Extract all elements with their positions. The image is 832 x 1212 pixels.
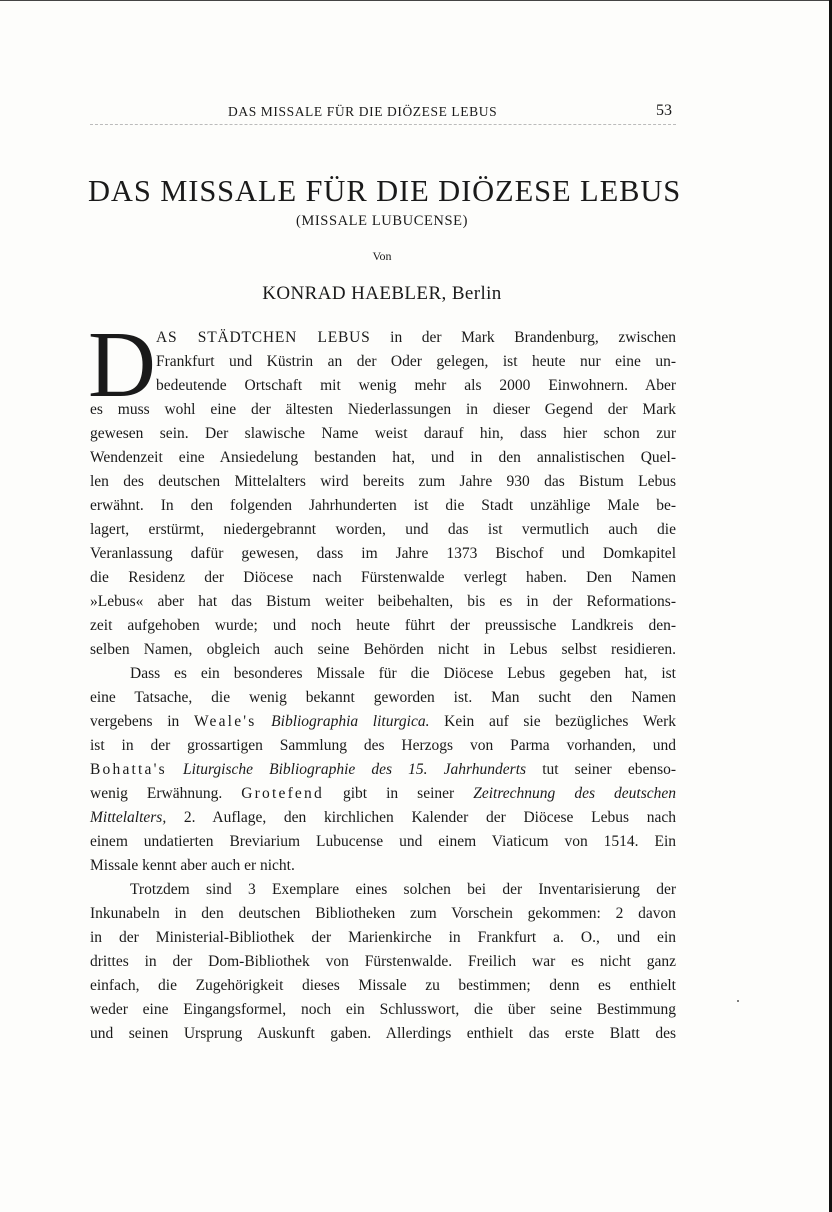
text-line: »Lebus« aber hat das Bistum weiter beibehalten, bis es in der Reformations- — [90, 593, 676, 610]
italic-title: Liturgische Bibliographie des 15. Jahrhunderts — [182, 761, 527, 778]
text-line: lagert, erstürmt, niedergebrannt worden, und das ist vermutlich auch die — [90, 521, 676, 538]
spaced-name: Grotefend — [241, 785, 324, 802]
article-title: DAS MISSALE FÜR DIE DIÖZESE LEBUS — [88, 174, 682, 208]
text-line: zeit aufgehoben wurde; und noch heute führt der preussische Landkreis den- — [90, 617, 676, 634]
text-line: Veranlassung dafür gewesen, dass im Jahre 1373 Bischof und Domkapitel — [90, 545, 676, 562]
text-line: Trotzdem sind 3 Exemplare eines solchen bei der Inventarisierung der — [130, 881, 676, 898]
spaced-name: Bohatta's — [90, 761, 167, 778]
text-line: erwähnt. In den folgenden Jahrhunderten ist die Stadt unzählige Male be- — [90, 497, 676, 514]
text-line: Inkunabeln in den deutschen Bibliotheken zum Vorschein gekommen: 2 davon — [90, 905, 676, 922]
scan-top-edge — [0, 0, 832, 1]
text-line: die Residenz der Diöcese nach Fürstenwalde verlegt haben. Den Namen — [90, 569, 676, 586]
italic-title: Mittelalters, — [90, 809, 167, 826]
text-line: einfach, die Zugehörigkeit dieses Missale zu bestimmen; denn es enthielt — [90, 977, 676, 994]
italic-title: Bibliographia liturgica. — [271, 713, 430, 730]
spaced-name: Weale's — [193, 713, 257, 730]
text-line: und seinen Ursprung Auskunft gaben. Allerdings enthielt das erste Blatt des — [90, 1025, 676, 1042]
running-header — [90, 104, 676, 126]
text-line: drittes in der Dom-Bibliothek von Fürstenwalde. Freilich war es nicht ganz — [90, 953, 676, 970]
text-line: Wendenzeit eine Ansiedelung bestanden hat, und in den annalistischen Quel- — [90, 449, 676, 466]
text-line: es muss wohl eine der ältesten Niederlassungen in dieser Gegend der Mark — [90, 401, 676, 418]
byline-von: Von — [372, 249, 392, 263]
text-line: AS STÄDTCHEN LEBUS in der Mark Brandenburg, zwischen — [156, 329, 676, 346]
text-line: weder eine Eingangsformel, noch ein Schlusswort, die über seine Bestimmung — [90, 1001, 676, 1018]
running-title: DAS MISSALE FÜR DIE DIÖZESE LEBUS — [228, 104, 498, 119]
text-line: bedeutende Ortschaft mit wenig mehr als 2000 Einwohnern. Aber — [156, 377, 676, 394]
author-name: KONRAD HAEBLER, Berlin — [262, 283, 502, 304]
header-rule — [90, 124, 676, 125]
drop-cap: D — [88, 313, 156, 417]
text-line: len des deutschen Mittelalters wird bereits zum Jahre 930 das Bistum Lebus — [90, 473, 676, 490]
page-number: 53 — [656, 102, 672, 119]
text-line: einem undatierten Breviarium Lubucense und einem Viaticum von 1514. Ein — [90, 833, 676, 850]
text-line: gewesen sein. Der slawische Name weist darauf hin, dass hier schon zur — [90, 425, 676, 442]
italic-title: Zeitrechnung des deutschen — [473, 785, 676, 802]
article-subtitle: (MISSALE LUBUCENSE) — [295, 213, 469, 229]
text-line: ist in der grossartigen Sammlung des Herzogs von Parma vorhanden, und — [90, 737, 676, 754]
text-line: in der Ministerial-Bibliothek der Marienkirche in Frankfurt a. O., und ein — [90, 929, 676, 946]
text-line: selben Namen, obgleich auch seine Behörden nicht in Lebus selbst residieren. — [90, 641, 676, 658]
text-line: vergebens in Weale's Bibliographia liturgica. Kein auf sie bezügliches Werk — [90, 713, 677, 730]
text-line: Dass es ein besonderes Missale für die Diöcese Lebus gegeben hat, ist — [130, 665, 676, 682]
text-line: wenig Erwähnung. Grotefend gibt in seiner Zeitrechnung des deutschen — [90, 785, 676, 802]
text-line: eine Tatsache, die wenig bekannt geworden ist. Man sucht den Namen — [90, 689, 676, 706]
text-line: Mittelalters, 2. Auflage, den kirchlichen Kalender der Diöcese Lebus nach — [90, 809, 676, 826]
text-line: Missale kennt aber auch er nicht. — [90, 857, 295, 874]
text-line: Bohatta's Liturgische Bibliographie des 15. Jahrhunderts tut seiner ebenso- — [90, 761, 677, 778]
text-line: Frankfurt und Küstrin an der Oder gelegen, ist heute nur eine un- — [156, 353, 676, 370]
scan-speck — [737, 1000, 739, 1002]
